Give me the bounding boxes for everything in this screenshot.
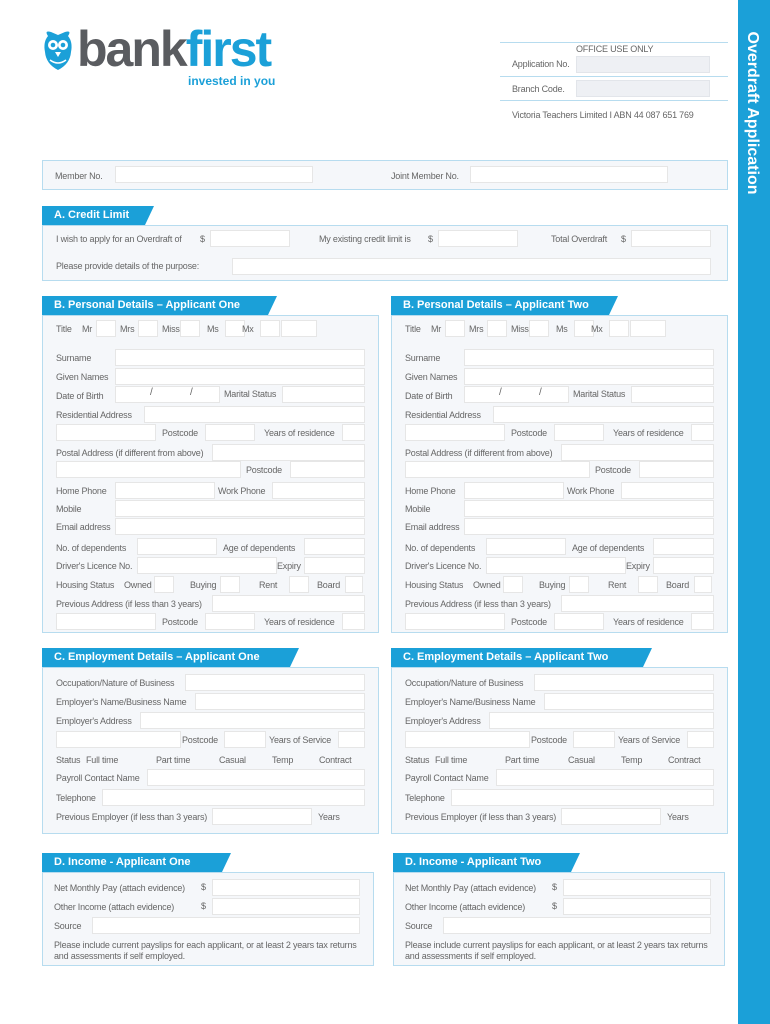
previous-employer-field[interactable] <box>212 808 312 825</box>
apply-overdraft-label: I wish to apply for an Overdraft of <box>56 234 182 244</box>
title-option-miss: Miss <box>511 324 529 334</box>
occupation-field[interactable] <box>185 674 365 691</box>
purpose-label: Please provide details of the purpose: <box>56 261 199 271</box>
dob-slash-1: / <box>150 387 153 398</box>
residential-postcode-label: Postcode <box>162 428 198 438</box>
expiry-field[interactable] <box>653 557 714 574</box>
other-income-label: Other Income (attach evidence) <box>54 902 175 912</box>
housing-status-label: Housing Status <box>405 580 464 590</box>
employer-name-field[interactable] <box>544 693 714 710</box>
branch-code-field[interactable] <box>576 80 710 97</box>
member-no-field[interactable] <box>115 166 313 183</box>
employer-postcode-label: Postcode <box>182 735 218 745</box>
employer-address-label: Employer's Address <box>405 716 481 726</box>
previous-address-label: Previous Address (if less than 3 years) <box>405 599 551 609</box>
residential-field-2[interactable] <box>56 424 156 441</box>
total-overdraft-label: Total Overdraft <box>551 234 608 244</box>
given-names-field[interactable] <box>115 368 365 385</box>
dob-field[interactable] <box>464 386 569 403</box>
residential-label: Residential Address <box>405 410 481 420</box>
housing-checkbox-board[interactable] <box>345 576 363 593</box>
previous-address-label: Previous Address (if less than 3 years) <box>56 599 202 609</box>
source-field[interactable] <box>443 917 711 934</box>
work-phone-field[interactable] <box>272 482 365 499</box>
title-option-mrs: Mrs <box>469 324 484 334</box>
years-service-label: Years of Service <box>269 735 332 745</box>
home-phone-field[interactable] <box>464 482 564 499</box>
title-label: Title <box>405 324 421 334</box>
home-phone-label: Home Phone <box>405 486 456 496</box>
previous-employer-field[interactable] <box>561 808 661 825</box>
housing-checkbox-rent[interactable] <box>289 576 309 593</box>
home-phone-label: Home Phone <box>56 486 107 496</box>
employer-postcode-field[interactable] <box>224 731 266 748</box>
previous-employer-label: Previous Employer (if less than 3 years) <box>56 812 208 822</box>
previous-years-field[interactable] <box>691 613 714 630</box>
title-other-field[interactable] <box>630 320 666 337</box>
brand-name: bankfirst <box>77 21 271 77</box>
telephone-field[interactable] <box>102 789 365 806</box>
dob-slash-2: / <box>190 387 193 398</box>
title-option-ms: Ms <box>556 324 568 334</box>
status-label: Status <box>405 755 430 765</box>
purpose-field[interactable] <box>232 258 711 275</box>
years-residence-field[interactable] <box>691 424 714 441</box>
net-pay-label: Net Monthly Pay (attach evidence) <box>54 883 185 893</box>
housing-checkbox-buying[interactable] <box>569 576 589 593</box>
licence-label: Driver's Licence No. <box>56 561 133 571</box>
title-option-mr: Mr <box>431 324 442 334</box>
previous-postcode-field[interactable] <box>205 613 255 630</box>
employer-address-field-1[interactable] <box>489 712 714 729</box>
email-field[interactable] <box>464 518 714 535</box>
years-service-label: Years of Service <box>618 735 681 745</box>
postal-field-1[interactable] <box>561 444 714 461</box>
age-dependents-field[interactable] <box>653 538 714 555</box>
status-option-full-time: Full time <box>86 755 119 765</box>
net-pay-currency: $ <box>552 882 557 892</box>
employer-postcode-label: Postcode <box>531 735 567 745</box>
title-checkbox-mr[interactable] <box>96 320 116 337</box>
housing-option-owned: Owned <box>124 580 152 590</box>
income-note: Please include current payslips for each applicant, or at least 2 years tax returns and assessments if self employed. <box>54 940 357 961</box>
income-heading: D. Income - Applicant One <box>42 853 222 872</box>
status-option-part-time: Part time <box>505 755 540 765</box>
mobile-label: Mobile <box>56 504 82 514</box>
marital-status-label: Marital Status <box>573 389 626 399</box>
postal-postcode-field[interactable] <box>290 461 365 478</box>
office-divider-bottom <box>500 100 728 101</box>
work-phone-field[interactable] <box>621 482 714 499</box>
housing-checkbox-owned[interactable] <box>154 576 174 593</box>
title-label: Title <box>56 324 72 334</box>
title-checkbox-mrs[interactable] <box>138 320 158 337</box>
housing-option-owned: Owned <box>473 580 501 590</box>
email-label: Email address <box>405 522 460 532</box>
payroll-label: Payroll Contact Name <box>405 773 489 783</box>
application-no-label: Application No. <box>512 59 570 69</box>
years-residence-label: Years of residence <box>264 428 335 438</box>
net-pay-label: Net Monthly Pay (attach evidence) <box>405 883 536 893</box>
previous-postcode-field[interactable] <box>554 613 604 630</box>
branch-code-label: Branch Code. <box>512 84 565 94</box>
housing-checkbox-rent[interactable] <box>638 576 658 593</box>
marital-status-field[interactable] <box>282 386 365 403</box>
telephone-field[interactable] <box>451 789 714 806</box>
member-no-label: Member No. <box>55 171 103 181</box>
home-phone-field[interactable] <box>115 482 215 499</box>
previous-address-field-1[interactable] <box>212 595 365 612</box>
net-pay-field[interactable] <box>563 879 711 896</box>
other-income-field[interactable] <box>212 898 360 915</box>
title-option-mx: Mx <box>591 324 603 334</box>
surname-field[interactable] <box>115 349 365 366</box>
years-service-field[interactable] <box>338 731 365 748</box>
abn-text: Victoria Teachers Limited I ABN 44 087 651 769 <box>512 110 694 120</box>
dob-label: Date of Birth <box>56 391 104 401</box>
status-option-contract: Contract <box>668 755 701 765</box>
licence-field[interactable] <box>137 557 277 574</box>
email-field[interactable] <box>115 518 365 535</box>
surname-label: Surname <box>405 353 441 363</box>
residential-postcode-field[interactable] <box>205 424 255 441</box>
licence-label: Driver's Licence No. <box>405 561 482 571</box>
source-field[interactable] <box>92 917 360 934</box>
postal-field-2[interactable] <box>56 461 241 478</box>
postal-field-1[interactable] <box>212 444 365 461</box>
surname-label: Surname <box>56 353 92 363</box>
given-names-field[interactable] <box>464 368 714 385</box>
title-checkbox-mr[interactable] <box>445 320 465 337</box>
housing-option-board: Board <box>666 580 690 590</box>
residential-postcode-label: Postcode <box>511 428 547 438</box>
housing-option-board: Board <box>317 580 341 590</box>
years-service-field[interactable] <box>687 731 714 748</box>
postal-label: Postal Address (if different from above) <box>405 448 553 458</box>
other-income-field[interactable] <box>563 898 711 915</box>
payroll-field[interactable] <box>496 769 714 786</box>
payroll-label: Payroll Contact Name <box>56 773 140 783</box>
work-phone-label: Work Phone <box>567 486 615 496</box>
marital-status-field[interactable] <box>631 386 714 403</box>
dob-slash-1: / <box>499 387 502 398</box>
housing-checkbox-board[interactable] <box>694 576 712 593</box>
status-option-contract: Contract <box>319 755 352 765</box>
employer-name-label: Employer's Name/Business Name <box>405 697 536 707</box>
employer-address-label: Employer's Address <box>56 716 132 726</box>
age-dependents-field[interactable] <box>304 538 365 555</box>
occupation-label: Occupation/Nature of Business <box>405 678 524 688</box>
housing-option-rent: Rent <box>608 580 627 590</box>
occupation-field[interactable] <box>534 674 714 691</box>
title-option-mr: Mr <box>82 324 93 334</box>
employment-heading: C. Employment Details – Applicant Two <box>391 648 643 667</box>
residential-field-1[interactable] <box>493 406 714 423</box>
given-names-label: Given Names <box>56 372 109 382</box>
marital-status-label: Marital Status <box>224 389 277 399</box>
title-option-mx: Mx <box>242 324 254 334</box>
title-other-field[interactable] <box>281 320 317 337</box>
other-income-label: Other Income (attach evidence) <box>405 902 526 912</box>
employer-address-field-2[interactable] <box>56 731 181 748</box>
title-checkbox-miss[interactable] <box>180 320 200 337</box>
payroll-field[interactable] <box>147 769 365 786</box>
surname-field[interactable] <box>464 349 714 366</box>
net-pay-currency: $ <box>201 882 206 892</box>
residential-label: Residential Address <box>56 410 132 420</box>
status-option-part-time: Part time <box>156 755 191 765</box>
age-dependents-label: Age of dependents <box>572 543 645 553</box>
application-no-field[interactable] <box>576 56 710 73</box>
status-option-temp: Temp <box>621 755 643 765</box>
residential-field-1[interactable] <box>144 406 365 423</box>
postal-postcode-label: Postcode <box>595 465 631 475</box>
work-phone-label: Work Phone <box>218 486 266 496</box>
previous-postcode-label: Postcode <box>511 617 547 627</box>
existing-limit-label: My existing credit limit is <box>319 234 411 244</box>
title-checkbox-mrs[interactable] <box>487 320 507 337</box>
office-divider-top <box>500 42 728 43</box>
housing-option-buying: Buying <box>190 580 217 590</box>
employment-heading: C. Employment Details – Applicant One <box>42 648 290 667</box>
years-residence-field[interactable] <box>342 424 365 441</box>
owl-logo-icon <box>42 30 74 72</box>
joint-member-no-field[interactable] <box>470 166 668 183</box>
mobile-label: Mobile <box>405 504 431 514</box>
previous-postcode-label: Postcode <box>162 617 198 627</box>
dob-slash-2: / <box>539 387 542 398</box>
previous-years-label: Years of residence <box>264 617 335 627</box>
joint-member-no-label: Joint Member No. <box>391 171 459 181</box>
employer-postcode-field[interactable] <box>573 731 615 748</box>
other-income-currency: $ <box>201 901 206 911</box>
email-label: Email address <box>56 522 111 532</box>
housing-option-buying: Buying <box>539 580 566 590</box>
postal-field-2[interactable] <box>405 461 590 478</box>
previous-address-field-2[interactable] <box>405 613 505 630</box>
apply-currency: $ <box>200 234 205 244</box>
housing-checkbox-owned[interactable] <box>503 576 523 593</box>
dob-label: Date of Birth <box>405 391 453 401</box>
housing-option-rent: Rent <box>259 580 278 590</box>
expiry-label: Expiry <box>277 561 301 571</box>
dependents-label: No. of dependents <box>56 543 127 553</box>
previous-years-label: Years <box>667 812 689 822</box>
brand-tagline: invested in you <box>188 74 276 88</box>
source-label: Source <box>405 921 433 931</box>
title-checkbox-mx[interactable] <box>609 320 629 337</box>
housing-status-label: Housing Status <box>56 580 115 590</box>
telephone-label: Telephone <box>405 793 445 803</box>
status-option-casual: Casual <box>568 755 595 765</box>
title-option-mrs: Mrs <box>120 324 135 334</box>
dependents-label: No. of dependents <box>405 543 476 553</box>
employer-address-field-2[interactable] <box>405 731 530 748</box>
office-use-heading: OFFICE USE ONLY <box>576 44 654 54</box>
credit-limit-heading: A. Credit Limit <box>42 206 145 225</box>
dob-field[interactable] <box>115 386 220 403</box>
status-option-full-time: Full time <box>435 755 468 765</box>
postal-label: Postal Address (if different from above) <box>56 448 204 458</box>
apply-overdraft-field[interactable] <box>210 230 290 247</box>
employer-name-label: Employer's Name/Business Name <box>56 697 187 707</box>
other-income-currency: $ <box>552 901 557 911</box>
mobile-field[interactable] <box>464 500 714 517</box>
personal-heading: B. Personal Details – Applicant One <box>42 296 268 315</box>
total-currency: $ <box>621 234 626 244</box>
existing-limit-field[interactable] <box>438 230 518 247</box>
expiry-field[interactable] <box>304 557 365 574</box>
title-checkbox-mx[interactable] <box>260 320 280 337</box>
housing-checkbox-buying[interactable] <box>220 576 240 593</box>
previous-employer-label: Previous Employer (if less than 3 years) <box>405 812 557 822</box>
employer-address-field-1[interactable] <box>140 712 365 729</box>
title-option-miss: Miss <box>162 324 180 334</box>
telephone-label: Telephone <box>56 793 96 803</box>
previous-address-field-2[interactable] <box>56 613 156 630</box>
income-heading: D. Income - Applicant Two <box>393 853 571 872</box>
personal-heading: B. Personal Details – Applicant Two <box>391 296 609 315</box>
title-option-ms: Ms <box>207 324 219 334</box>
previous-address-field-1[interactable] <box>561 595 714 612</box>
previous-years-label: Years of residence <box>613 617 684 627</box>
mobile-field[interactable] <box>115 500 365 517</box>
previous-years-field[interactable] <box>342 613 365 630</box>
dependents-field[interactable] <box>137 538 217 555</box>
office-divider <box>500 76 728 77</box>
status-option-temp: Temp <box>272 755 294 765</box>
residential-postcode-field[interactable] <box>554 424 604 441</box>
total-overdraft-field[interactable] <box>631 230 711 247</box>
previous-years-label: Years <box>318 812 340 822</box>
title-checkbox-miss[interactable] <box>529 320 549 337</box>
expiry-label: Expiry <box>626 561 650 571</box>
net-pay-field[interactable] <box>212 879 360 896</box>
postal-postcode-field[interactable] <box>639 461 714 478</box>
status-label: Status <box>56 755 81 765</box>
status-option-casual: Casual <box>219 755 246 765</box>
dependents-field[interactable] <box>486 538 566 555</box>
age-dependents-label: Age of dependents <box>223 543 296 553</box>
existing-currency: $ <box>428 234 433 244</box>
given-names-label: Given Names <box>405 372 458 382</box>
source-label: Source <box>54 921 82 931</box>
occupation-label: Occupation/Nature of Business <box>56 678 175 688</box>
residential-field-2[interactable] <box>405 424 505 441</box>
years-residence-label: Years of residence <box>613 428 684 438</box>
licence-field[interactable] <box>486 557 626 574</box>
employer-name-field[interactable] <box>195 693 365 710</box>
postal-postcode-label: Postcode <box>246 465 282 475</box>
income-note: Please include current payslips for each applicant, or at least 2 years tax returns and assessments if self employed. <box>405 940 708 961</box>
